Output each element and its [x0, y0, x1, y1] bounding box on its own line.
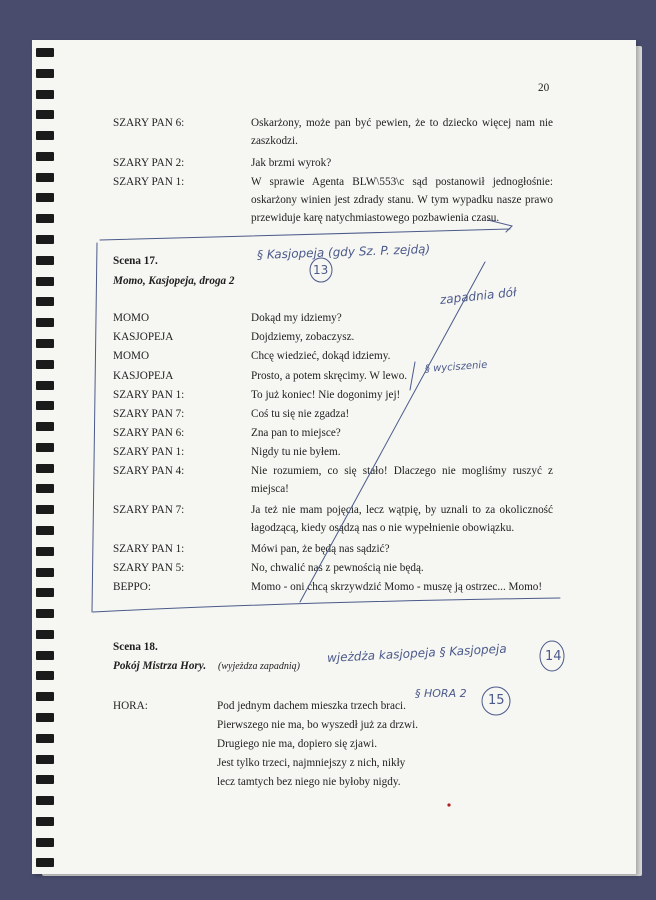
speech: Ja też nie mam pojęcia, lecz wątpię, by uznali to za okoliczność łagodzącą, kiedy osądzą nas o nie wypełnienie obowiązku.	[251, 504, 553, 534]
binding-ring	[36, 692, 54, 701]
speech: Dokąd my idziemy?	[251, 312, 342, 324]
speech: Prosto, a potem skręcimy. W lewo.	[251, 370, 408, 382]
binding-ring	[36, 443, 54, 452]
binding-ring	[36, 505, 54, 514]
handwritten-cue-note: § Kasjopeja (gdy Sz. P. zejdą)	[256, 241, 431, 262]
poem-line: Pod jednym dachem mieszka trzech braci.	[217, 700, 406, 712]
speaker: SZARY PAN 6:	[113, 117, 185, 129]
handwritten-cue-number: 14	[545, 649, 562, 664]
poem-line: Jest tylko trzeci, najmniejszy z nich, nikły	[217, 757, 406, 769]
binding-ring	[36, 817, 54, 826]
stage-direction: (wyjeżdza zapadnią)	[218, 661, 300, 672]
binding-ring	[36, 775, 54, 784]
scene-subtitle: Momo, Kasjopeja, droga 2	[113, 275, 235, 287]
binding-ring	[36, 588, 54, 597]
speaker: SZARY PAN 2:	[113, 157, 185, 169]
scene-subtitle: Pokój Mistrza Hory.	[113, 660, 207, 672]
speaker: SZARY PAN 7:	[113, 504, 185, 516]
speaker: KASJOPEJA	[113, 370, 174, 382]
speaker: SZARY PAN 1:	[113, 446, 185, 458]
binding-ring	[36, 110, 54, 119]
binding-ring	[36, 277, 54, 286]
binding-ring	[36, 90, 54, 99]
speech: Mówi pan, że będą nas sądzić?	[251, 543, 390, 555]
speech: Dojdziemy, zobaczysz.	[251, 331, 355, 343]
speech: Nie rozumiem, co się stało! Dlaczego nie mogliśmy ruszyć z miejsca!	[251, 465, 553, 495]
speaker: HORA:	[113, 700, 148, 712]
binding-ring	[36, 734, 54, 743]
binding-ring	[36, 464, 54, 473]
speech: Coś tu się nie zgadza!	[251, 408, 350, 420]
binding-ring	[36, 547, 54, 556]
speaker: SZARY PAN 1:	[113, 543, 185, 555]
binding-ring	[36, 484, 54, 493]
binding-ring	[36, 526, 54, 535]
poem-line: Pierwszego nie ma, bo wyszedł już za drzwi.	[217, 719, 418, 731]
binding-ring	[36, 235, 54, 244]
speech: Oskarżony, może pan być pewien, że to dziecko więcej nam nie zaszkodzi.	[251, 117, 553, 147]
speech: To już koniec! Nie dogonimy jej!	[251, 389, 401, 401]
spiral-binding	[36, 48, 56, 868]
speech: Momo - oni chcą skrzywdzić Momo - muszę ją ostrzec... Momo!	[251, 581, 543, 593]
binding-ring	[36, 360, 54, 369]
binding-ring	[36, 568, 54, 577]
binding-ring	[36, 339, 54, 348]
page-number: 20	[538, 82, 550, 94]
speaker: SZARY PAN 4:	[113, 465, 185, 477]
speaker: SZARY PAN 1:	[113, 389, 185, 401]
scene-title: Scena 17.	[113, 255, 158, 267]
handwritten-cue-number: 13	[313, 263, 329, 277]
binding-ring	[36, 297, 54, 306]
binding-ring	[36, 173, 54, 182]
poem-line: Drugiego nie ma, dopiero się zjawi.	[217, 738, 377, 750]
binding-ring	[36, 401, 54, 410]
binding-ring	[36, 755, 54, 764]
binding-ring	[36, 318, 54, 327]
binding-ring	[36, 713, 54, 722]
binding-ring	[36, 214, 54, 223]
speaker: SZARY PAN 1:	[113, 176, 185, 188]
handwritten-fade-note: § wyciszenie	[424, 359, 488, 375]
speech: Jak brzmi wyrok?	[251, 157, 332, 169]
binding-ring	[36, 651, 54, 660]
scene-title: Scena 18.	[113, 641, 158, 653]
speech: Zna pan to miejsce?	[251, 427, 341, 439]
binding-ring	[36, 131, 54, 140]
binding-ring	[36, 69, 54, 78]
speech: No, chwalić nas z pewnością nie będą.	[251, 562, 424, 574]
speaker: MOMO	[113, 350, 150, 362]
binding-ring	[36, 422, 54, 431]
binding-ring	[36, 152, 54, 161]
binding-ring	[36, 858, 54, 867]
speaker: SZARY PAN 7:	[113, 408, 185, 420]
handwritten-entrance-note: wjeżdża kasjopeja § Kasjopeja	[326, 641, 507, 665]
speaker: MOMO	[113, 312, 150, 324]
binding-ring	[36, 609, 54, 618]
binding-ring	[36, 381, 54, 390]
handwritten-cue-number: 15	[488, 693, 505, 708]
speaker: BEPPO:	[113, 581, 151, 593]
handwritten-hora-note: § HORA 2	[415, 687, 467, 700]
speaker: SZARY PAN 5:	[113, 562, 185, 574]
poem-line: lecz tamtych bez niego nie byłoby nigdy.	[217, 776, 401, 788]
binding-ring	[36, 193, 54, 202]
speech: W sprawie Agenta BLW\553\c sąd postanowił jednogłośnie: oskarżony winien jest zdrady stanu. W tym wypadku nasze prawo przewiduje karę natychmiastowego pozbawienia czasu.	[251, 176, 553, 224]
binding-ring	[36, 630, 54, 639]
speaker: SZARY PAN 6:	[113, 427, 185, 439]
binding-ring	[36, 671, 54, 680]
speech: Nigdy tu nie byłem.	[251, 446, 341, 458]
speaker: KASJOPEJA	[113, 331, 174, 343]
binding-ring	[36, 796, 54, 805]
binding-ring	[36, 48, 54, 57]
handwritten-trapdoor-note: zapadnia dół	[439, 285, 518, 307]
binding-ring	[36, 256, 54, 265]
speech: Chcę wiedzieć, dokąd idziemy.	[251, 350, 391, 362]
binding-ring	[36, 838, 54, 847]
